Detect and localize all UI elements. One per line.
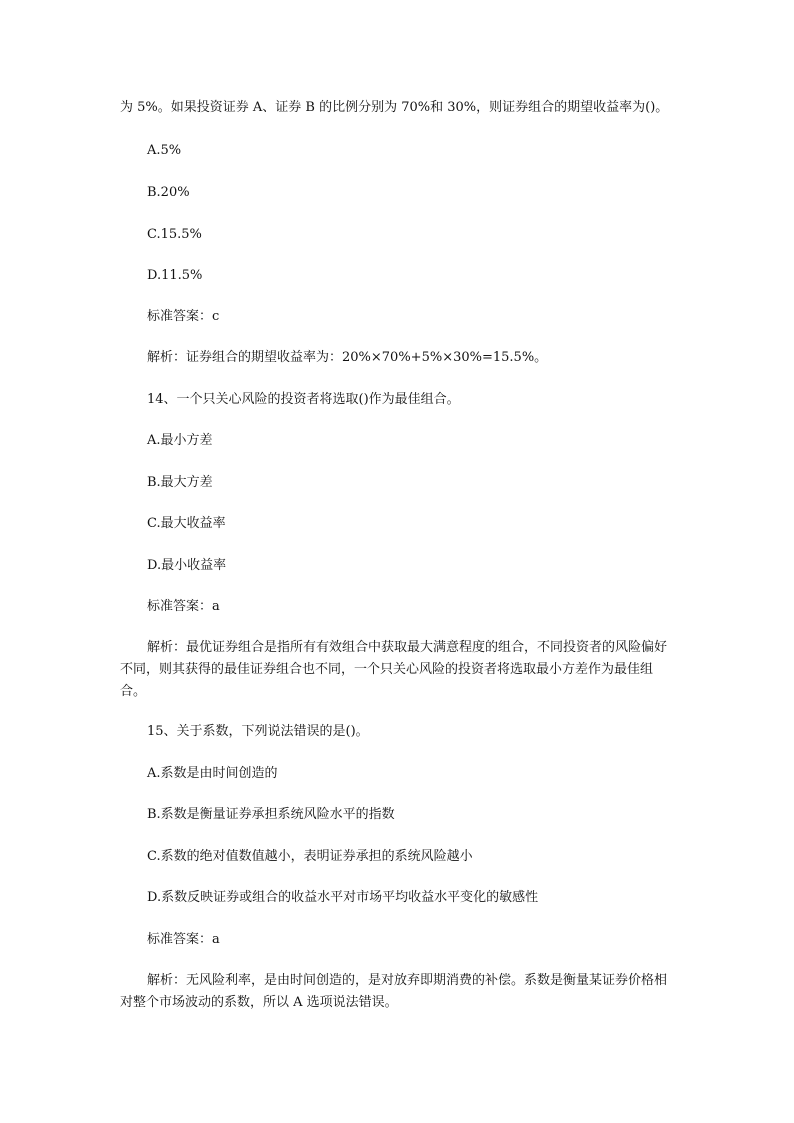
- q15-analysis: 解析：无风险利率，是由时间创造的，是对放弃即期消费的补偿。系数是衡量某证券价格相对整个市场波动的系数，所以 A 选项说法错误。: [120, 973, 668, 1010]
- q15-option-a: A.系数是由时间创造的: [147, 766, 278, 781]
- q15-question: 15、关于系数，下列说法错误的是()。: [147, 724, 369, 739]
- q15-option-b: B.系数是衡量证券承担系统风险水平的指数: [147, 807, 395, 822]
- q13-answer: 标准答案：c: [147, 309, 220, 324]
- q13-option-b: B.20%: [147, 185, 190, 200]
- q13-option-d: D.11.5%: [147, 268, 203, 283]
- q14-option-b: B.最大方差: [147, 475, 213, 490]
- q13-analysis: 解析：证券组合的期望收益率为：20%×70%+5%×30%=15.5%。: [147, 350, 548, 365]
- q14-question: 14、一个只关心风险的投资者将选取()作为最佳组合。: [147, 392, 460, 407]
- q14-option-d: D.最小收益率: [147, 558, 227, 573]
- q13-option-c: C.15.5%: [147, 227, 202, 242]
- q15-option-c: C.系数的绝对值数值越小，表明证券承担的系统风险越小: [147, 849, 473, 864]
- question-13-continuation: 为 5%。如果投资证券 A、证券 B 的比例分别为 70%和 30%，则证券组合的期望收益率为()。: [120, 100, 669, 115]
- q14-option-a: A.最小方差: [147, 433, 213, 448]
- q14-analysis: 解析：最优证券组合是指所有有效组合中获取最大满意程度的组合，不同投资者的风险偏好不同，则其获得的最佳证券组合也不同，一个只关心风险的投资者将选取最小方差作为最佳组合。: [120, 640, 668, 699]
- q13-option-a: A.5%: [147, 143, 182, 158]
- q14-option-c: C.最大收益率: [147, 516, 226, 531]
- q14-answer: 标准答案：a: [147, 599, 220, 614]
- q15-answer: 标准答案：a: [147, 932, 220, 947]
- q15-option-d: D.系数反映证券或组合的收益水平对市场平均收益水平变化的敏感性: [147, 890, 539, 905]
